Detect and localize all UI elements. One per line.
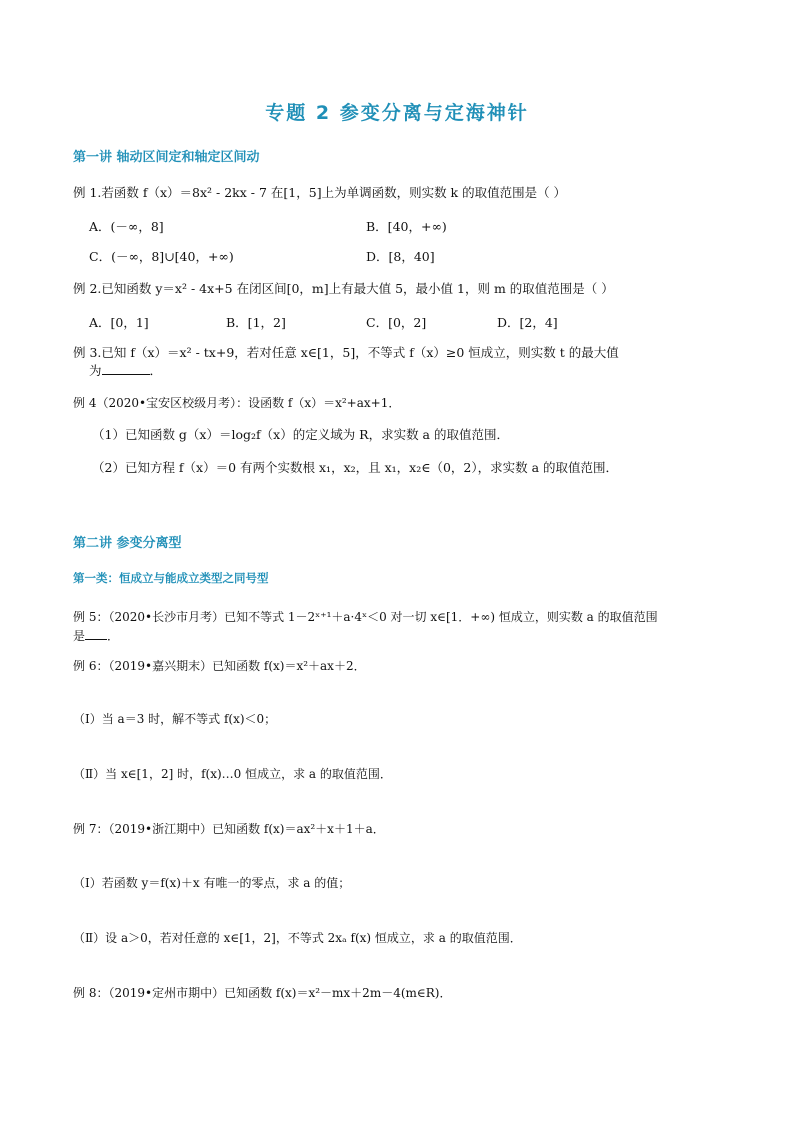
example4-stem: 例 4（2020•宝安区校级月考）：设函数 f（x）＝x²+ax+1． bbox=[73, 396, 401, 410]
example2-option-b: B．[1，2] bbox=[226, 315, 286, 330]
answer-blank bbox=[85, 627, 107, 640]
lecture1-heading: 第一讲 轴动区间定和轴定区间动 bbox=[73, 150, 260, 165]
example3-line2-end: ． bbox=[149, 363, 163, 378]
answer-blank bbox=[102, 362, 150, 375]
example1-option-c: C．(－∞，8]∪[40，+∞) bbox=[89, 249, 234, 264]
example8-stem: 例 8：（2019•定州市期中）已知函数 f(x)＝x²－mx＋2m－4(m∈R)． bbox=[73, 986, 452, 1000]
example3-line2-text: 为 bbox=[89, 363, 102, 378]
example4-part2: （2）已知方程 f（x）＝0 有两个实数根 x₁，x₂，且 x₁，x₂∈（0，2），求实数 a 的取值范围． bbox=[92, 460, 619, 475]
example2-option-a: A．[0，1] bbox=[89, 315, 149, 330]
example1-stem: 例 1.若函数 f（x）＝8x² - 2kx - 7 在[1，5]上为单调函数，则实数 k 的取值范围是（ ） bbox=[73, 185, 567, 200]
example5-line2-end: ． bbox=[107, 629, 120, 643]
example3-line1: 例 3.已知 f（x）＝x² - tx+9，若对任意 x∈[1，5]，不等式 f（x）≥0 恒成立，则实数 t 的最大值 bbox=[73, 345, 619, 360]
example7-part1: （Ⅰ）若函数 y＝f(x)＋x 有唯一的零点，求 a 的值； bbox=[73, 876, 351, 890]
example7-stem: 例 7：（2019•浙江期中）已知函数 f(x)＝ax²＋x＋1＋a． bbox=[73, 822, 385, 836]
example5-line2 bbox=[73, 627, 119, 645]
example2-option-d: D．[2，4] bbox=[497, 315, 558, 330]
example1-option-d: D．[8，40] bbox=[366, 249, 435, 264]
lecture2-subheading: 第一类：恒成立与能成立类型之同号型 bbox=[73, 571, 269, 585]
example5-line2-text: 是 bbox=[73, 629, 86, 643]
lecture2-heading: 第二讲 参变分离型 bbox=[73, 536, 182, 551]
example6-stem: 例 6：（2019•嘉兴期末）已知函数 f(x)＝x²＋ax＋2． bbox=[73, 659, 366, 673]
example4-part1: （1）已知函数 g（x）＝log₂f（x）的定义域为 R，求实数 a 的取值范围． bbox=[92, 427, 509, 442]
example6-part1: （Ⅰ）当 a＝3 时，解不等式 f(x)＜0； bbox=[73, 712, 277, 726]
example1-option-b: B．[40，+∞) bbox=[366, 219, 447, 234]
example5-line1: 例 5：（2020•长沙市月考）已知不等式 1－2ˣ⁺¹＋a·4ˣ＜0 对一切 x∈[1．+∞) 恒成立，则实数 a 的取值范围 bbox=[73, 610, 658, 624]
example2-stem: 例 2.已知函数 y＝x² - 4x+5 在闭区间[0，m]上有最大值 5，最小值 1，则 m 的取值范围是（ ） bbox=[73, 281, 614, 296]
example2-option-c: C．[0，2] bbox=[366, 315, 427, 330]
page-title: 专题 2 参变分离与定海神针 bbox=[265, 102, 529, 124]
example3-line2 bbox=[89, 362, 162, 380]
example1-option-a: A．(－∞，8] bbox=[89, 219, 164, 234]
example7-part2: （Ⅱ）设 a＞0，若对任意的 x∈[1，2]，不等式 2xₐ f(x) 恒成立，求 a 的取值范围． bbox=[73, 931, 522, 945]
example6-part2: （Ⅱ）当 x∈[1，2] 时，f(x)…0 恒成立，求 a 的取值范围． bbox=[73, 767, 392, 781]
